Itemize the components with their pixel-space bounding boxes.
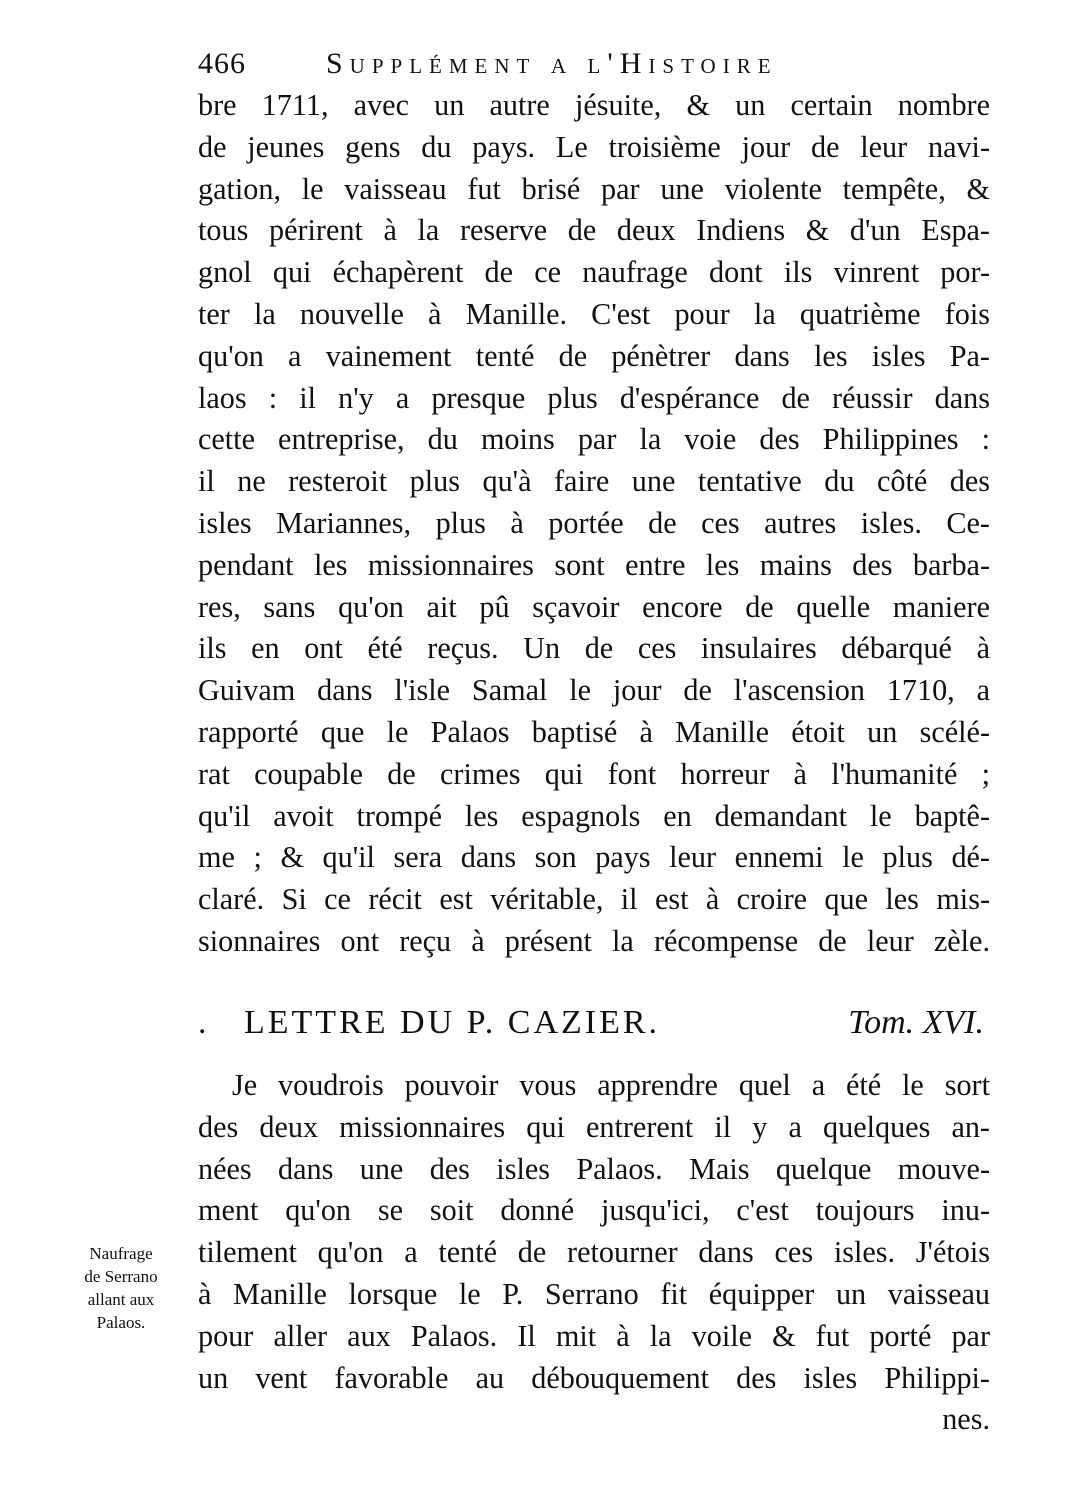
heading-dot: .	[198, 1004, 207, 1041]
text-line: Guivam dans l'isle Samal le jour de l'ascension 1710, a	[198, 673, 990, 708]
margin-note-line: Palaos.	[96, 1313, 146, 1332]
paragraph-continued	[198, 85, 990, 963]
margin-note-line: Naufrage	[89, 1244, 153, 1263]
text-line: tous périrent à la reserve de deux Indiens & d'un Espa-	[198, 213, 990, 248]
text-line: nées dans une des isles Palaos. Mais quelque mouve-	[198, 1151, 990, 1186]
text-line: gation, le vaisseau fut brisé par une violente tempête, &	[198, 171, 990, 206]
text-line: pour aller aux Palaos. Il mit à la voile & fut porté par	[198, 1318, 990, 1353]
text-line: isles Mariannes, plus à portée de ces autres isles. Ce-	[198, 505, 990, 540]
text-line: claré. Si ce récit est véritable, il est à croire que les mis-	[198, 882, 990, 917]
text-line: sionnaires ont reçu à présent la récompense de leur zèle.	[198, 923, 990, 958]
text-line: qu'on a vainement tenté de pénètrer dans les isles Pa-	[198, 338, 990, 373]
text-line: gnol qui échapèrent de ce naufrage dont ils vinrent por-	[198, 255, 990, 290]
margin-note	[60, 1242, 182, 1334]
text-line: rat coupable de crimes qui font horreur à l'humanité ;	[198, 756, 990, 791]
margin-note-line: de Serrano	[84, 1267, 158, 1286]
text-line: qu'il avoit trompé les espagnols en demandant le baptê-	[198, 798, 990, 833]
text-line: ils en ont été reçus. Un de ces insulaires débarqué à	[198, 631, 990, 666]
running-head	[198, 42, 988, 86]
text-line: ment qu'on se soit donné jusqu'ici, c'est toujours inu-	[198, 1193, 990, 1228]
text-line: il ne resteroit plus qu'à faire une tentative du côté des	[198, 464, 990, 499]
text-line: ter la nouvelle à Manille. C'est pour la quatrième fois	[198, 296, 990, 331]
text-line: nes.	[942, 1402, 990, 1437]
text-line: laos : il n'y a presque plus d'espérance de réussir dans	[198, 380, 990, 415]
text-line: bre 1711, avec un autre jésuite, & un certain nombre	[198, 88, 990, 122]
heading-title: LETTRE DU P. CAZIER.	[244, 1004, 661, 1041]
text-line: un vent favorable au débouquement des isles Philippi-	[198, 1360, 990, 1395]
text-line: des deux missionnaires qui entrerent il y a quelques an-	[198, 1109, 990, 1144]
text-line: pendant les missionnaires sont entre les mains des barba-	[198, 547, 990, 582]
margin-note-line: allant aux	[87, 1290, 155, 1309]
running-title: Supplément a l'Histoire	[326, 47, 778, 80]
heading-volume: Tom. XVI.	[848, 1004, 984, 1041]
text-line: me ; & qu'il sera dans son pays leur ennemi le plus dé-	[198, 840, 990, 875]
text-line: Je voudrois pouvoir vous apprendre quel a été le sort	[232, 1068, 990, 1102]
text-line: de jeunes gens du pays. Le troisième jour de leur navi-	[198, 129, 990, 164]
text-line: cette entreprise, du moins par la voie des Philippines :	[198, 422, 990, 457]
text-line: tilement qu'on a tenté de retourner dans ces isles. J'étois	[198, 1235, 990, 1270]
section-heading	[198, 996, 990, 1050]
text-line: res, sans qu'on ait pû sçavoir encore de quelle maniere	[198, 589, 990, 624]
paragraph-letter	[198, 1065, 990, 1441]
page-number: 466	[198, 47, 246, 80]
text-line: à Manille lorsque le P. Serrano fit équipper un vaisseau	[198, 1276, 990, 1311]
text-line: rapporté que le Palaos baptisé à Manille étoit un scélé-	[198, 714, 990, 749]
